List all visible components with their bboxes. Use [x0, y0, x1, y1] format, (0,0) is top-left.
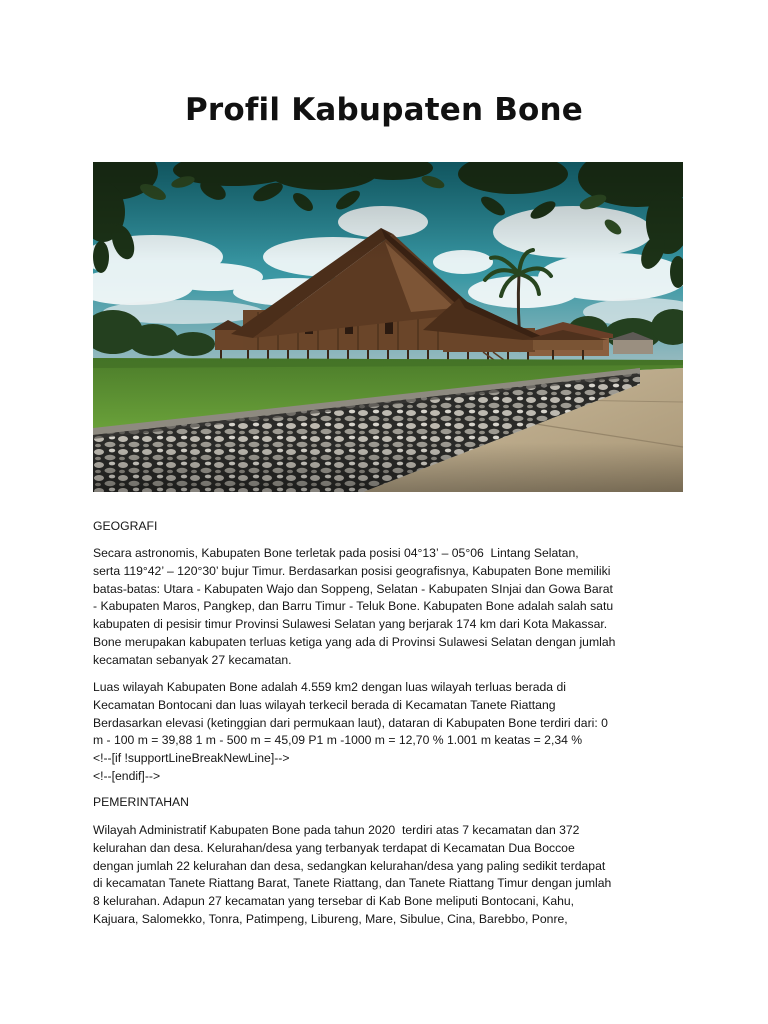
text-line: kelurahan dan desa. Kelurahan/desa yang terbanyak terdapat di Kecamatan Dua Boccoe: [93, 840, 575, 855]
text-line: di kecamatan Tanete Riattang Barat, Tanete Riattang, dan Tanete Riattang Timur dengan jumlah: [93, 876, 612, 891]
page-title: Profil Kabupaten Bone: [184, 92, 584, 128]
text-line: 8 kelurahan. Adapun 27 kecamatan yang tersebar di Kab Bone meliputi Bontocani, Kahu,: [93, 894, 575, 909]
paragraph-geografi-2: [93, 679, 713, 786]
section-heading-pemerintahan: PEMERINTAHAN: [93, 795, 189, 809]
text-line: Bone merupakan kabupaten terluas ketiga yang ada di Provinsi Sulawesi Selatan dengan jumlah: [93, 634, 616, 649]
text-line: m - 100 m = 39,88 1 m - 500 m = 45,09 P1 m -1000 m = 12,70 % 1.001 m keatas = 2,34 %: [93, 733, 583, 748]
text-line: <!--[if !supportLineBreakNewLine]-->: [93, 751, 290, 766]
hero-photo: [93, 162, 683, 492]
text-line: serta 119°42’ – 120°30’ bujur Timur. Berdasarkan posisi geografisnya, Kabupaten Bone memiliki: [93, 563, 611, 578]
text-line: Kecamatan Bontocani dan luas wilayah terkecil berada di Kecamatan Tanete Riattang: [93, 697, 556, 712]
text-line: <!--[endif]-->: [93, 768, 161, 783]
text-line: Secara astronomis, Kabupaten Bone terletak pada posisi 04°13’ – 05°06 Lintang Selatan,: [93, 546, 579, 560]
text-line: Wilayah Administratif Kabupaten Bone pada tahun 2020 terdiri atas 7 kecamatan dan 372: [93, 823, 580, 837]
text-line: kecamatan sebanyak 27 kecamatan.: [93, 652, 292, 667]
text-line: batas-batas: Utara - Kabupaten Wajo dan Soppeng, Selatan - Kabupaten SInjai dan Gowa Barat: [93, 581, 613, 596]
text-line: Berdasarkan elevasi (ketinggian dari permukaan laut), dataran di Kabupaten Bone terdiri dari: 0: [93, 715, 608, 730]
text-line: Luas wilayah Kabupaten Bone adalah 4.559 km2 dengan luas wilayah terluas berada di: [93, 680, 566, 694]
traditional-house-photo: [93, 162, 683, 492]
section-heading-geografi: GEOGRAFI: [93, 519, 158, 533]
paragraph-pemerintahan-1: [93, 822, 713, 929]
text-line: dengan jumlah 22 kelurahan dan desa, sedangkan kelurahan/desa yang paling sedikit terdapat: [93, 858, 606, 873]
paragraph-geografi-1: [93, 545, 713, 670]
text-line: Kajuara, Salomekko, Tonra, Patimpeng, Libureng, Mare, Sibulue, Cina, Barebbo, Ponre,: [93, 911, 568, 926]
text-line: kabupaten di pesisir timur Provinsi Sulawesi Selatan yang berjarak 174 km dari Kota Makassar.: [93, 617, 608, 632]
text-line: - Kabupaten Maros, Pangkep, dan Barru Timur - Teluk Bone. Kabupaten Bone adalah salah satu: [93, 599, 614, 614]
